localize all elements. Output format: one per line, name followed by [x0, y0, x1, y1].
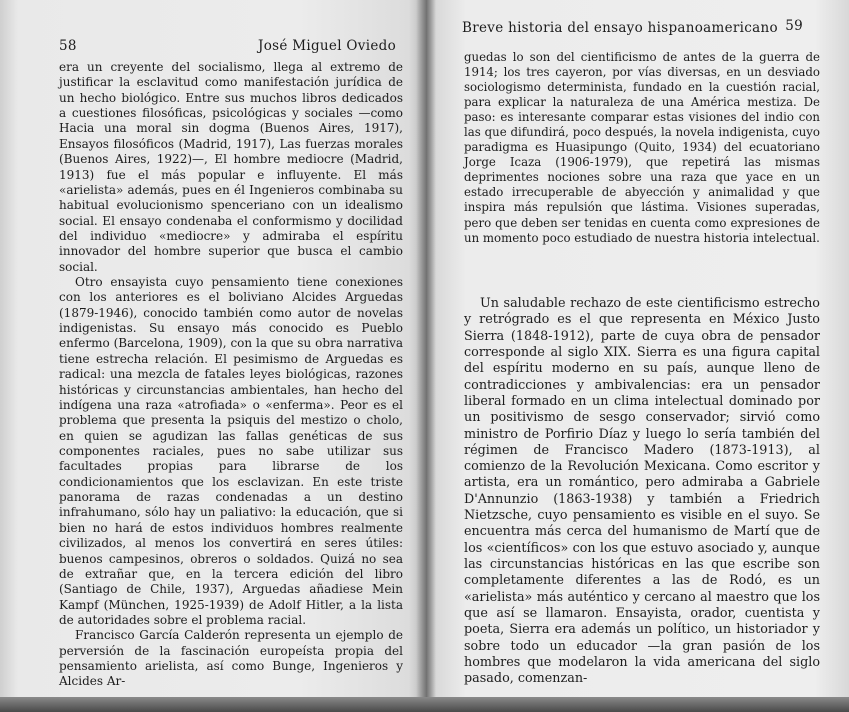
- scan-bottom-edge: [0, 697, 849, 712]
- left-running-head: José Miguel Oviedo: [258, 38, 396, 54]
- left-paragraph-2: Otro ensayista cuyo pensamiento tiene conexiones con los anteriores es el boliviano Alcides Arguedas (1879-1946), conocido también como autor de novelas indigenistas. Su ensayo más conocido es Pueblo enfermo (Barcelona, 1909), con la que su obra narrativa tiene estrecha relación. El pesimismo de Arguedas es radical: una mezcla de fatales leyes biológicas, razones históricas y circunstancias ambientales, han hecho del indígena una raza «atrofiada» o «enferma». Peor es el problema que presenta la psiquis del mestizo o cholo, en quien se agudizan las fallas genéticas de sus componentes raciales, pues no sabe utilizar sus facultades propias para librarse de los condicionamientos que los esclavizan. En este triste panorama de razas condenadas a un destino infrahumano, sólo hay un paliativo: la educación, que si bien no hará de estos individuos hombres realmente civilizados, al menos los convertirá en seres útiles: buenos campesinos, obreros o soldados. Quizá no sea de extrañar que, en la tercera edición del libro (Santiago de Chile, 1937), Arguedas añadiese Mein Kampf (München, 1925-1939) de Adolf Hitler, a la lista de autoridades sobre el problema racial.: [59, 275, 403, 627]
- left-body-text: [59, 60, 403, 690]
- left-page-number: 58: [59, 38, 77, 54]
- right-paragraph-1: guedas lo son del cientificismo de antes de la guerra de 1914; los tres cayeron, por vías diversas, en un desviado sociologismo determinista, fundado en la cuestión racial, para explicar la naturaleza de una América mestiza. De paso: es interesante comparar estas visiones del indio con las que difundirá, poco después, la novela indigenista, cuyo paradigma es Huasipungo (Quito, 1934) del ecuatoriano Jorge Icaza (1906-1979), que repetirá las mismas deprimentes nociones sobre una raza que yace en un estado irrecuperable de abyección y animalidad y que inspira más repulsión que lástima. Visiones superadas, pero que deben ser tenidas en cuenta como expresiones de un momento poco estudiado de nuestra historia intelectual.: [464, 50, 820, 245]
- right-running-head: Breve historia del ensayo hispanoamericano: [462, 20, 778, 36]
- left-paragraph-3: Francisco García Calderón representa un ejemplo de perversión de la fascinación europeísta propia del pensamiento arielista, así como Bunge, Ingenieros y Alcides Ar-: [59, 628, 403, 689]
- right-body-text-2: [464, 296, 820, 688]
- left-paragraph-1: era un creyente del socialismo, llega al extremo de justificar la esclavitud como manifestación jurídica de un hecho biológico. Entre sus muchos libros dedicados a cuestiones filosóficas, psicológicas y sociales —como Hacia una moral sin dogma (Buenos Aires, 1917), Ensayos filosóficos (Madrid, 1917), Las fuerzas morales (Buenos Aires, 1922)—, El hombre mediocre (Madrid, 1913) fue el más popular e influyente. El más «arielista» además, pues en él Ingenieros combinaba su habitual evolucionismo spenceriano con un idealismo social. El ensayo condenaba el conformismo y docilidad del individuo «mediocre» y admiraba el espíritu innovador del hombre superior que busca el cambio social.: [59, 60, 403, 274]
- right-page-number: 59: [785, 18, 803, 34]
- right-body-text-1: [464, 50, 820, 246]
- book-gutter: [416, 0, 436, 712]
- right-page: [426, 0, 849, 712]
- right-paragraph-2: Un saludable rechazo de este cientificismo estrecho y retrógrado es el que representa en México Justo Sierra (1848-1912), parte de cuya obra de pensador corresponde al siglo XIX. Sierra es una figura capital del espíritu moderno en su país, aunque lleno de contradicciones y ambivalencias: era un pensador liberal formado en un clima intelectual dominado por un positivismo de sesgo conservador; sirvió como ministro de Porfirio Díaz y luego lo sería también del régimen de Francisco Madero (1873-1913), al comienzo de la Revolución Mexicana. Como escritor y artista, era un romántico, pero admiraba a Gabriele D'Annunzio (1863-1938) y también a Friedrich Nietzsche, cuyo pensamiento es visible en el suyo. Se encuentra más cerca del humanismo de Martí que de los «científicos» con los que estuvo asociado y, aunque las circunstancias históricas en las que escribe son completamente diferentes a las de Rodó, es un «arielista» más auténtico y cercano al maestro que los que así se llamaron. Ensayista, orador, cuentista y poeta, Sierra era además un político, un historiador y sobre todo un educador —la gran pasión de los hombres que modelaron la vida americana del siglo pasado, comenzan-: [464, 296, 820, 687]
